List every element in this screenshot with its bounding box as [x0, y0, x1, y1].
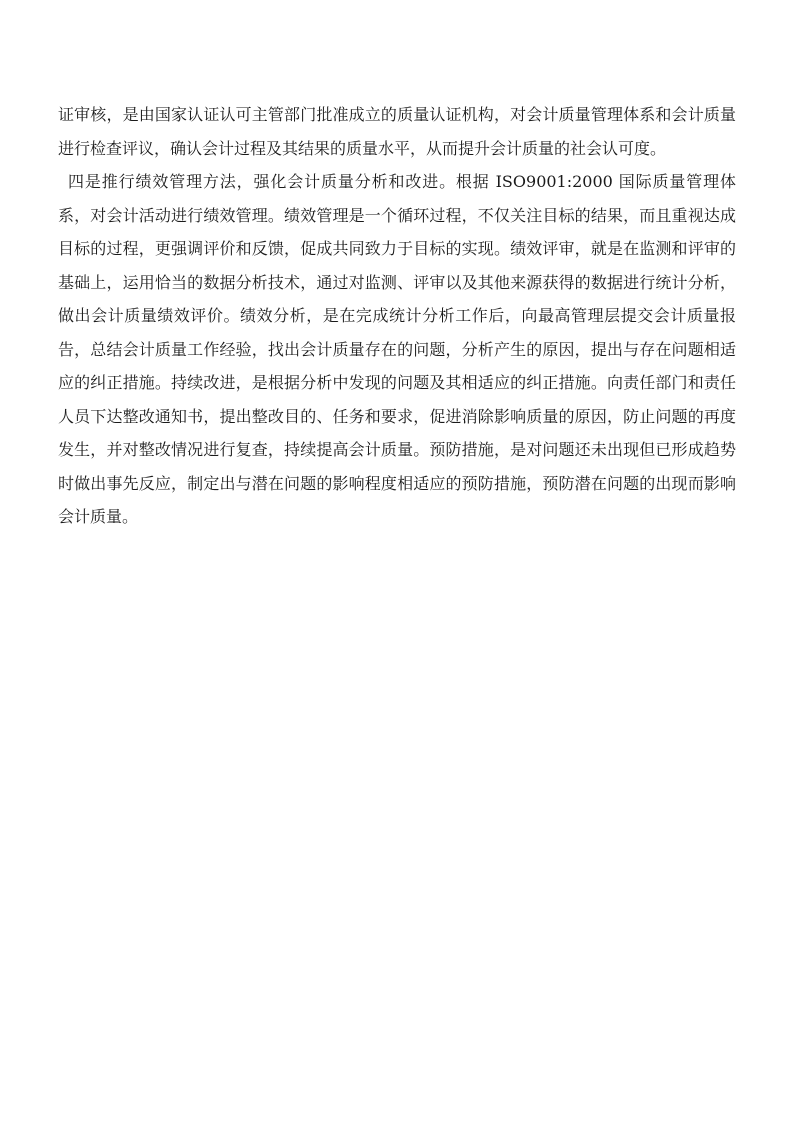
paragraph-continuation: 证审核，是由国家认证认可主管部门批准成立的质量认证机构，对会计质量管理体系和会计质量进行检查评议，确认会计过程及其结果的质量水平，从而提升会计质量的社会认可度。	[58, 105, 736, 158]
document-body	[58, 98, 736, 534]
paragraph-point-four: 四是推行绩效管理方法，强化会计质量分析和改进。根据 ISO9001:2000 国际质量管理体系，对会计活动进行绩效管理。绩效管理是一个循环过程，不仅关注目标的结果，而且重视达成目标的过程，更强调评价和反馈，促成共同致力于目标的实现。绩效评审，就是在监测和评审的基础上，运用恰当的数据分析技术，通过对监测、评审以及其他来源获得的数据进行统计分析，做出会计质量绩效评价。绩效分析，是在完成统计分析工作后，向最高管理层提交会计质量报告，总结会计质量工作经验，找出会计质量存在的问题，分析产生的原因，提出与存在问题相适应的纠正措施。持续改进，是根据分析中发现的问题及其相适应的纠正措施。向责任部门和责任人员下达整改通知书，提出整改目的、任务和要求，促进消除影响质量的原因，防止问题的再度发生，并对整改情况进行复查，持续提高会计质量。预防措施，是对问题还未出现但已形成趋势时做出事先反应，制定出与潜在问题的影响程度相适应的预防措施，预防潜在问题的出现而影响会计质量。	[58, 172, 736, 526]
